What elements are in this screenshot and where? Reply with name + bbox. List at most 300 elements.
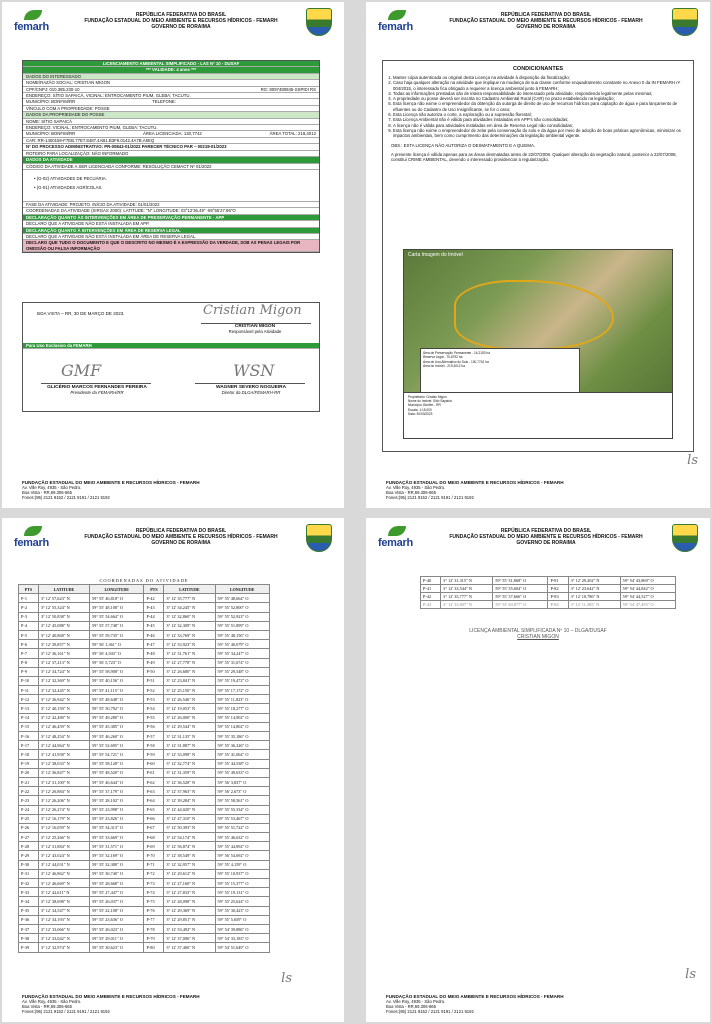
table-cell: P-37 <box>19 924 39 933</box>
table-cell: 3° 12' 19,053" N <box>164 704 215 713</box>
table-cell: 3° 12' 33,907" N <box>441 601 493 609</box>
table-row <box>19 759 270 768</box>
column-header: PTS <box>19 585 39 594</box>
conditions-block: CONDICIONANTES 1. Manter cópia autenticada ou original desta Licença na atividade à disposição da fiscalização; 2. Caso haja qualquer alteração na atividade que implique na mudança de sua classe conforme enquadramento constante no Anexo II da IN FEMARH nº 004/2015, o interessado fica obrigado a requerer a licença ambiental junto à FEMARH; 3. Todas as informações prestadas são de inteira responsabilidade do interessado pela atividade, respondendo legalmente pelas mesmas; 4. A propriedade ou posse deverá ser inscrita no Cadastro Ambiental Rural (CAR) no prazo estabelecido na legislação; 5. Esta licença não exime o empreendedor da obtenção da outorga de direito de uso de recursos hídricos para captação de água e para lançamento de efluentes ou do Cadastro de Uso Insignificante, se for o caso; 6. Esta Licença não autoriza o corte, a exploração ou a supressão florestal; 7. Esta Licença Ambiental não é válida para atividades instaladas em APP's não consolidadas; 8. A licença não é válida para atividades instaladas em área de Reserva Legal não consolidadas; 9. Esta licença não exime o empreendedor de zelar pela conservação do solo e da água por meio de adoção de boas práticas agronômicas, minimizar os impactos ambientais, bem como cumprimento das determinações da legislação ambiental vigente. OBS.: ESTA LICENÇA NÃO AUTORIZA O DESMATAMENTO E A QUEIMA. A presente licença é válida apenas para as áreas desmatadas antes de 22/07/2008. Qualquer alteração da vegetação natural, posterior a 22/07/2008, constitui CRIME AMBIENTAL, devendo o interessado providenciar a regularização. Carta Imagem do Imóvel Área de Preservação Permanente - 16,2153 ha Reserva Legal - 70,6792 ha Área de Uso Alternativo do Solo - 130,7742 ha Área do Imóvel - 219,4012 ha Proprietário: Cristian Migon Nome do Imóvel: Sítio Sapaicá Município: Bonfim - RR Escala: 1:15.000 Data: 30/03/2023 <box>382 60 694 452</box>
column-header: LONGITUDE <box>90 585 144 594</box>
table-cell: P-15 <box>19 722 39 731</box>
table-cell: 3° 12' 50,838" N <box>38 612 89 621</box>
table-cell: P-16 <box>19 732 39 741</box>
license-form: LICENCIAMENTO AMBIENTAL SIMPLIFICADO - LAS Nº 10 - DUSAF *** VALIDADE: 4 anos *** DADOS DO INTERESSADO NOME/RAZÃO SOCIAL: CRISTIAN MIGON CPF/CNPJ: 010.385.230-10 RG: 8097480845-SSPIDI RS ENDEREÇO: SÍTIO SAPAICÁ, VICINAL: ENTROCAMENTO PIUM, GLEBA: TACUTU. MUNICÍPIO: BONFIM/RR TELEFONE: VÍNCULO COM A PROPRIEDADE: POSSE DADOS DA PROPRIEDADE DO POSSE NOME: SÍTIO SAPAICÁ ENDEREÇO: VICINAL: ENTROCAMENTO PIUM, GLEBA: TACUTU. MUNICÍPIO: BONFIM/RR ÁREA LICENCIADA: 130,7742 ÁREA TOTAL: 219,4012 CAR: RR-1400159-F7EB.77E7.8487.4AB1.B3F9.0142.4A7B.A5EQ Nº DO PROCESSO ADMINISTRATIVO: PR-00843-01/2022 PARECER TÉCNICO PAR – 00219-01/2023 ROTEIRO PARA LOCALIZAÇÃO: NÃO INFORMADO DADOS DA ATIVIDADE CÓDIGO DA ATIVIDADE A SER LICENCIADA CONFORME: RESOLUÇÃO CEMACT Nº 01/2022 • (G-02) ATIVIDADES DE PECUÁRIA. • (G-01) ATIVIDADES AGRÍCOLAS. FASE DA ATIVIDADE: PROJETO. INÍCIO DA ATIVIDADE: 01/01/2022 COORDENADAS DA ATIVIDADE (SIRGAS 2000): LATITUDE: "N" LONGITUDE: 03°12'36.49" -59°55'27.96"O DECLARAÇÃO QUANTO ÀS INTERVENÇÕES EM ÁREA DE PRESERVAÇÃO PERMANENTE - APP DECLARO QUE A ATIVIDADE NÃO ESTÁ INSTALADA EM APP. DECLARAÇÃO QUANTO À INTERVENÇÕES EM ÁREA DE RESERVA LEGAL DECLARO QUE A ATIVIDADE NÃO ESTÁ INSTALADA EM ÁREA DE RESERVA LEGAL. DECLARO QUE TUDO O DOCUMENTO E QUE O DESCRITO NO MESMO É A EXPRESSÃO DA VERDADE, SOB AS PENAS LEGAIS POR OMISSÃO OU FALSA INFORMAÇÃO <box>22 60 320 253</box>
table-cell: 3° 12' 29,612" N <box>164 869 215 878</box>
table-cell: P-66 <box>144 814 164 823</box>
table-row <box>19 943 270 952</box>
table-cell: P-50 <box>144 667 164 676</box>
table-cell: 3° 12' 34,547" N <box>38 906 89 915</box>
table-cell: P-41 <box>421 585 441 593</box>
table-cell: 59° 55' 49,280" O <box>90 713 144 722</box>
table-cell: 3° 12' 39,284" N <box>164 796 215 805</box>
table-cell: P-68 <box>144 833 164 842</box>
table-cell: 3° 12' 40,159" N <box>38 704 89 713</box>
table-cell: 59° 55' 31,571" O <box>90 842 144 851</box>
table-cell: P-59 <box>144 750 164 759</box>
table-row <box>19 796 270 805</box>
table-cell: 3° 12' 32,974" N <box>38 943 89 952</box>
table-row <box>19 594 270 603</box>
table-row <box>19 805 270 814</box>
map-legend-item: Área de Uso Alternativo do Solo - 130,7742 ha <box>423 359 489 364</box>
table-cell: 59° 55' 17,172" O <box>215 686 270 695</box>
table-cell: 59° 55' 50,792" O <box>90 704 144 713</box>
column-header: LONGITUDE <box>215 585 270 594</box>
table-row <box>19 658 270 667</box>
table-cell: 3° 12' 33,098" N <box>164 750 215 759</box>
initials-mark: ls <box>687 453 698 468</box>
table-cell: 59° 55' 30,740" O <box>90 869 144 878</box>
table-cell: 59° 55' 5,659" O <box>215 915 270 924</box>
condition-item: 5. Esta licença não exime o empreendedor da obtenção da outorga de direito de uso de recursos hídricos para captação de água e para lançamento de efluentes ou do Cadastro de Uso Insignificante, se for o caso; <box>393 101 685 112</box>
table-cell: 3° 12' 44,020" N <box>164 805 215 814</box>
femarh-logo: femarh <box>378 526 418 556</box>
table-cell: P-30 <box>19 860 39 869</box>
table-cell: 3° 12' 32,309" N <box>164 621 215 630</box>
table-row <box>19 732 270 741</box>
table-cell: 3° 12' 18,786" N <box>568 593 620 601</box>
table-cell: 3° 12' 32,774" N <box>164 759 215 768</box>
table-row <box>19 640 270 649</box>
table-cell: 59° 55' 36,326" O <box>215 741 270 750</box>
table-cell: P-64 <box>144 796 164 805</box>
table-row <box>19 924 270 933</box>
table-cell: 3° 12' 32,957" N <box>164 860 215 869</box>
femarh-logo: femarh <box>14 10 54 40</box>
table-cell: 59° 55' 29,011" O <box>90 934 144 943</box>
condition-item: 6. Esta Licença não autoriza o corte, a exploração ou a supressão florestal; <box>393 112 685 117</box>
table-cell: 59° 55' 48,156" O <box>215 630 270 639</box>
table-row <box>19 787 270 796</box>
table-cell: 59° 54' 44,527" O <box>620 593 675 601</box>
table-cell: 3° 12' 44,964" N <box>38 741 89 750</box>
table-cell: 3° 12' 35,777" N <box>164 594 215 603</box>
table-cell: P-10 <box>19 676 39 685</box>
table-cell: P-1 <box>19 594 39 603</box>
table-cell: 3° 12' 31,100" N <box>38 777 89 786</box>
table-cell: P-40 <box>421 577 441 585</box>
table-row <box>19 768 270 777</box>
table-cell: P-69 <box>144 842 164 851</box>
table-cell: 59° 55' 23,998" O <box>90 805 144 814</box>
table-cell: P-6 <box>19 640 39 649</box>
table-row <box>19 704 270 713</box>
table-cell: P-71 <box>144 860 164 869</box>
table-row <box>19 713 270 722</box>
condition-item: 4. A propriedade ou posse deverá ser inscrita no Cadastro Ambiental Rural (CAR) no prazo estabelecido na legislação; <box>393 96 685 101</box>
table-row <box>19 667 270 676</box>
conditions-list <box>383 75 693 139</box>
table-cell: P-53 <box>144 695 164 704</box>
column-header: LATITUDE <box>164 585 215 594</box>
table-cell: 3° 12' 38,698" N <box>38 897 89 906</box>
table-cell: 59° 55' 53,467" O <box>215 814 270 823</box>
table-cell: 3° 12' 36,942" N <box>38 695 89 704</box>
table-cell: 3° 12' 29,202" N <box>568 577 620 585</box>
table-row <box>19 869 270 878</box>
table-cell: 59° 55' 28,668" O <box>90 879 144 888</box>
table-cell: 3° 12' 29,851" N <box>164 915 215 924</box>
table-cell: 3° 12' 42,611" N <box>38 888 89 897</box>
table-cell: P-49 <box>144 658 164 667</box>
table-cell: 59° 55' 11,823" O <box>215 695 270 704</box>
table-cell: P-82 <box>548 585 568 593</box>
table-cell: 59° 55' 57,748" O <box>90 621 144 630</box>
table-cell: 59° 55' 41,064" O <box>215 750 270 759</box>
table-cell: 59° 54' 47,495" O <box>620 601 675 609</box>
table-cell: 59° 55' 55,334" O <box>215 805 270 814</box>
table-cell: 3° 12' 31,761" N <box>164 649 215 658</box>
initials-mark: ls <box>281 971 292 986</box>
table-cell: 3° 12' 25,266" N <box>38 833 89 842</box>
table-row <box>19 814 270 823</box>
table-cell: P-29 <box>19 851 39 860</box>
page-header: femarh REPÚBLICA FEDERATIVA DO BRASIL FUNDAÇÃO ESTADUAL DO MEIO AMBIENTE E RECURSOS HÍDRICOS - FEMARH GOVERNO DE RORAIMA <box>2 2 344 40</box>
table-cell: P-55 <box>144 713 164 722</box>
table-cell: 59° 54' 43,869" O <box>620 577 675 585</box>
signatures-block: BOA VISTA – RR, 30 DE MARÇO DE 2023. Cristian Migon CRISTIAN MIGON Responsável pela Atividade Para Uso Exclusivo da FEMARH GMF WSN GLICÉRIO MARCOS FERNANDES PEREIRA Presidente da FEMARH/RR WAGNER SEVERO NOGUEIRA Diretor da DLGA/FEMARH-RR <box>22 302 320 412</box>
table-row <box>19 612 270 621</box>
table-cell: 3° 12' 32,860" N <box>164 612 215 621</box>
form-validity: *** VALIDADE: 4 anos *** <box>23 67 319 73</box>
table-cell: P-57 <box>144 732 164 741</box>
table-cell: 3° 12' 26,000" N <box>164 713 215 722</box>
table-row <box>19 888 270 897</box>
table-cell: 59° 55' 18,277" O <box>215 704 270 713</box>
table-cell: 59° 55' 48,648" O <box>90 695 144 704</box>
table-cell: 59° 55' 46,632" O <box>215 833 270 842</box>
table-cell: P-77 <box>144 915 164 924</box>
table-cell: 3° 12' 35,777" N <box>441 593 493 601</box>
table-cell: 59° 55' 44,538" O <box>215 759 270 768</box>
table-cell: 3° 12' 23,642" N <box>568 585 620 593</box>
roraima-crest-icon <box>672 524 698 552</box>
map-legend-item: Reserva Legal - 70,6792 ha <box>423 355 463 360</box>
table-row <box>19 833 270 842</box>
signature-wagner: WSN <box>233 361 275 380</box>
table-cell: 59° 55' 19,472" O <box>215 676 270 685</box>
map-info-item: Data: 30/03/2023 <box>408 411 433 416</box>
table-row <box>19 934 270 943</box>
table-cell: P-56 <box>144 722 164 731</box>
table-cell: 59° 55' 46,260" O <box>90 732 144 741</box>
table-cell: 3° 12' 55,324" N <box>38 603 89 612</box>
table-cell: 59° 55' 49,633" O <box>215 768 270 777</box>
table-cell: 3° 12' 27,833" N <box>164 888 215 897</box>
initials-mark: ls <box>685 967 696 982</box>
table-cell: P-4 <box>19 621 39 630</box>
table-cell: 3° 12' 31,884" N <box>38 842 89 851</box>
table-cell: 59° 55' 26,023" O <box>90 924 144 933</box>
table-cell: P-62 <box>144 777 164 786</box>
table-cell: 3° 12' 54,174" N <box>164 833 215 842</box>
table-cell: P-14 <box>19 713 39 722</box>
page-header: femarh REPÚBLICA FEDERATIVA DO BRASIL FUNDAÇÃO ESTADUAL DO MEIO AMBIENTE E RECURSOS HÍDRICOS - FEMARH GOVERNO DE RORAIMA <box>366 518 710 556</box>
table-cell: 59° 55' 40,079" O <box>215 640 270 649</box>
page-header: femarh REPÚBLICA FEDERATIVA DO BRASIL FUNDAÇÃO ESTADUAL DO MEIO AMBIENTE E RECURSOS HÍDRICOS - FEMARH GOVERNO DE RORAIMA <box>2 518 344 556</box>
table-cell: P-31 <box>19 869 39 878</box>
table-cell: 3° 12' 56,874" N <box>164 842 215 851</box>
table-cell: P-39 <box>19 943 39 952</box>
table-row <box>19 860 270 869</box>
table-cell: P-42 <box>144 594 164 603</box>
table-cell: 59° 55' 48,520" O <box>90 768 144 777</box>
table-cell: P-36 <box>19 915 39 924</box>
table-cell: P-38 <box>19 934 39 943</box>
table-cell: 3° 12' 37,963" N <box>164 787 215 796</box>
table-cell: P-52 <box>144 686 164 695</box>
table-cell: P-79 <box>144 934 164 943</box>
table-row <box>19 897 270 906</box>
map-info-item: Nome do Imóvel: Sítio Sapaicá <box>408 399 452 404</box>
table-cell: 3° 12' 33,923" N <box>164 640 215 649</box>
table-cell: 3° 12' 26,206" N <box>38 796 89 805</box>
map-legend-item: Área de Preservação Permanente - 16,2153 ha <box>423 351 490 355</box>
table-cell: P-23 <box>19 796 39 805</box>
form-title: LICENCIAMENTO AMBIENTAL SIMPLIFICADO - LAS Nº 10 - DUSAF <box>23 61 319 67</box>
table-cell: 3° 12' 39,857" N <box>38 640 89 649</box>
table-cell: 59° 54' 51,649" O <box>215 943 270 952</box>
table-cell: P-45 <box>144 621 164 630</box>
table-cell: 59° 55' 54,721" O <box>90 750 144 759</box>
table-cell: 3° 12' 40,868" N <box>38 630 89 639</box>
table-cell: 59° 55' 32,169" O <box>90 851 144 860</box>
table-cell: 59° 55' 15,377" O <box>215 879 270 888</box>
table-cell: P-72 <box>144 869 164 878</box>
table-row <box>19 906 270 915</box>
table-cell: 3° 12' 32,369" N <box>38 676 89 685</box>
table-cell: P-8 <box>19 658 39 667</box>
table-cell: 3° 12' 37,006" N <box>164 934 215 943</box>
table-cell: P-44 <box>144 612 164 621</box>
table-cell: 59° 55' 26,037" O <box>90 897 144 906</box>
table-cell: 59° 55' 51,722" O <box>215 823 270 832</box>
condition-item: 2. Caso haja qualquer alteração na atividade que implique na mudança de sua classe conforme enquadramento constante no Anexo II da IN FEMARH nº 004/2015, o interessado fica obrigado a requerer a licença ambiental junto à FEMARH; <box>393 80 685 91</box>
roraima-crest-icon <box>306 8 332 36</box>
table-cell: 59° 56' 3,837" O <box>215 777 270 786</box>
table-cell: 59° 55' 52,695" O <box>90 741 144 750</box>
table-row <box>19 695 270 704</box>
table-cell: P-3 <box>19 612 39 621</box>
table-row <box>19 649 270 658</box>
table-cell: 59° 55' 30,423" O <box>215 906 270 915</box>
table-cell: P-11 <box>19 686 39 695</box>
page-footer: FUNDAÇÃO ESTADUAL DO MEIO AMBIENTE E RECURSOS HÍDRICOS - FEMARH Av. Ville Roy, 4935 - São Pedro. Boa Vista - RR,69.306-665 Fones:(95) 2121 9152 / 2121 9191 / 2121 9192 <box>22 480 200 500</box>
signature-cristian: Cristian Migon <box>203 303 302 318</box>
table-cell: P-18 <box>19 750 39 759</box>
table-cell: 59° 55' 37,179" O <box>90 787 144 796</box>
table-row <box>19 603 270 612</box>
table-cell: 3° 12' 31,887" N <box>164 741 215 750</box>
table-cell: 3° 12' 26,274" N <box>38 805 89 814</box>
table-cell: 3° 12' 34,245" N <box>164 603 215 612</box>
table-cell: P-5 <box>19 630 39 639</box>
table-cell: 3° 12' 34,724" N <box>38 667 89 676</box>
table-cell: P-43 <box>421 601 441 609</box>
table-cell: P-76 <box>144 906 164 915</box>
table-row <box>19 915 270 924</box>
table-cell: 3° 12' 46,459" N <box>38 722 89 731</box>
table-cell: 3° 12' 45,088" N <box>38 621 89 630</box>
table-row <box>421 593 676 601</box>
table-cell: 3° 12' 46,862" N <box>38 869 89 878</box>
table-cell: 59° 55' 48,108" O <box>90 603 144 612</box>
table-cell: 59° 54' 39,886" O <box>215 924 270 933</box>
table-cell: 59° 55' 31,868" O <box>493 577 548 585</box>
table-cell: 3° 12' 34,193" N <box>38 915 89 924</box>
table-cell: 3° 12' 33,066" N <box>38 924 89 933</box>
table-cell: 3° 12' 33,042" N <box>38 934 89 943</box>
table-cell: 59° 55' 46,818" O <box>90 594 144 603</box>
table-cell: 59° 55' 41,115" O <box>90 686 144 695</box>
table-cell: 3° 12' 38,033" N <box>38 759 89 768</box>
table-cell: P-22 <box>19 787 39 796</box>
table-cell: 59° 56' 5,723" O <box>90 658 144 667</box>
table-cell: P-47 <box>144 640 164 649</box>
table-row <box>19 750 270 759</box>
table-cell: P-81 <box>548 577 568 585</box>
table-cell: 3° 12' 29,369" N <box>164 906 215 915</box>
table-cell: P-74 <box>144 888 164 897</box>
table-cell: 59° 55' 35,186" O <box>215 732 270 741</box>
table-cell: 3° 12' 32,445" N <box>38 686 89 695</box>
map-info-item: Município: Bonfim - RR <box>408 403 441 408</box>
table-cell: 59° 56' 2,673" O <box>215 787 270 796</box>
table-cell: 3° 12' 26,884" N <box>38 787 89 796</box>
page-footer: FUNDAÇÃO ESTADUAL DO MEIO AMBIENTE E RECURSOS HÍDRICOS - FEMARH Av. Ville Roy, 4935 - São Pedro. Boa Vista - RR,69.306-665 Fones:(95) 2121 9152 / 2121 9191 / 2121 9192 <box>22 994 200 1014</box>
column-header: PTS <box>144 585 164 594</box>
table-row <box>421 577 676 585</box>
table-cell: 59° 56' 4,943" O <box>90 649 144 658</box>
page-header: femarh REPÚBLICA FEDERATIVA DO BRASIL FUNDAÇÃO ESTADUAL DO MEIO AMBIENTE E RECURSOS HÍDRICOS - FEMARH GOVERNO DE RORAIMA <box>366 2 710 40</box>
table-cell: 59° 55' 46,644" O <box>90 777 144 786</box>
table-cell: P-13 <box>19 704 39 713</box>
roraima-crest-icon <box>306 524 332 552</box>
table-cell: 3° 12' 33,769" N <box>164 630 215 639</box>
page-4: femarh REPÚBLICA FEDERATIVA DO BRASIL FUNDAÇÃO ESTADUAL DO MEIO AMBIENTE E RECURSOS HÍDRICOS - FEMARH GOVERNO DE RORAIMA P-40 3° 12' 31,315" N 59° 55' 31,868" O P-81 3° 12' 29,202" N 59° 54' 43,869" O P-41 3° 12' 33,544" N 59° 55' 35,604" O P-82 3° 12' 23,642" N 59° 54' 44,842" O P-42 3° 12' 35,777" N 59° 55' 37,666" O P-83 3° 12' 18,786" N 59° 54' 44,527" O P-43 3° 12' 33,907" N 59° 55' 40,877" O P-84 3° 12' 11,385" N 59° 54' 47,495" O LICENÇA AMBIENTAL SIMPLIFICADA Nº 10 – DLGA/DUSAF CRISTIAN MIGON ls FUNDAÇÃO ESTADUAL DO MEIO AMBIENTE E RECURSOS HÍDRICOS - FEMARH Av. Ville Roy, 4935 - São Pedro. Boa Vista - RR,69.306-665 Fones:(95) 2121 9152 / 2121 9191 / 2121 9192 <box>366 518 710 1022</box>
table-cell: P-42 <box>421 593 441 601</box>
table-cell: P-60 <box>144 759 164 768</box>
table-cell: P-83 <box>548 593 568 601</box>
table-cell: P-27 <box>19 833 39 842</box>
map-legend <box>420 348 580 394</box>
table-cell: 3° 12' 37,213" N <box>38 658 89 667</box>
table-cell: P-54 <box>144 704 164 713</box>
table-cell: 59° 55' 29,548" O <box>215 667 270 676</box>
table-row <box>421 601 676 609</box>
table-row <box>19 741 270 750</box>
condition-item: 8. A licença não é válida para atividades instaladas em área de Reserva Legal não consolidadas; <box>393 123 685 128</box>
table-cell: 59° 55' 27,447" O <box>90 888 144 897</box>
table-cell: 59° 55' 44,892" O <box>215 842 270 851</box>
roraima-crest-icon <box>672 8 698 36</box>
table-cell: 3° 12' 27,778" N <box>164 658 215 667</box>
table-cell: 3° 12' 42,480" N <box>38 713 89 722</box>
table-cell: 59° 56' 1,361" O <box>90 640 144 649</box>
table-cell: 59° 55' 40,877" O <box>493 601 548 609</box>
condition-item: 1. Manter cópia autenticada ou original desta Licença na atividade à disposição da fiscalização; <box>393 75 685 80</box>
table-cell: 3° 12' 44,031" N <box>38 860 89 869</box>
table-cell: 3° 12' 46,669" N <box>38 879 89 888</box>
table-cell: P-9 <box>19 667 39 676</box>
table-cell: P-75 <box>144 897 164 906</box>
map-info-item: Proprietário: Cristian Migon <box>408 395 447 399</box>
table-cell: P-73 <box>144 879 164 888</box>
table-cell: P-7 <box>19 649 39 658</box>
page-footer: FUNDAÇÃO ESTADUAL DO MEIO AMBIENTE E RECURSOS HÍDRICOS - FEMARH Av. Ville Roy, 4935 - São Pedro. Boa Vista - RR,69.306-665 Fones:(95) 2121 9152 / 2121 9191 / 2121 9192 <box>386 480 564 500</box>
table-cell: 59° 55' 4,159" O <box>215 860 270 869</box>
table-cell: 59° 54' 44,842" O <box>620 585 675 593</box>
table-cell: P-17 <box>19 741 39 750</box>
table-row <box>421 585 676 593</box>
table-row <box>19 842 270 851</box>
table-cell: 3° 12' 25,150" N <box>164 686 215 695</box>
page-3 <box>2 518 344 1022</box>
table-cell: 3° 12' 23,841" N <box>164 676 215 685</box>
table-cell: P-26 <box>19 823 39 832</box>
table-cell: P-70 <box>144 851 164 860</box>
page-1 <box>2 2 344 508</box>
table-cell: 59° 55' 52,923" O <box>215 612 270 621</box>
table-cell: P-46 <box>144 630 164 639</box>
table-cell: P-34 <box>19 897 39 906</box>
table-cell: 3° 12' 48,254" N <box>38 732 89 741</box>
table-cell: P-21 <box>19 777 39 786</box>
table-cell: 3° 12' 50,393" N <box>164 823 215 832</box>
femarh-logo: femarh <box>378 10 418 40</box>
table-cell: 59° 55' 33,669" O <box>90 833 144 842</box>
table-cell: P-63 <box>144 787 164 796</box>
table-cell: P-32 <box>19 879 39 888</box>
table-cell: 59° 55' 34,247" O <box>215 649 270 658</box>
table-cell: 3° 12' 33,544" N <box>441 585 493 593</box>
table-cell: 59° 55' 48,664" O <box>215 594 270 603</box>
table-cell: 59° 55' 58,908" O <box>90 667 144 676</box>
table-row <box>19 686 270 695</box>
femarh-logo: femarh <box>14 526 54 556</box>
table-cell: 59° 55' 45,385" O <box>90 722 144 731</box>
table-cell: 59° 55' 40,156" O <box>90 676 144 685</box>
table-row <box>19 777 270 786</box>
table-row <box>19 630 270 639</box>
table-cell: 3° 12' 26,546" N <box>164 695 215 704</box>
table-cell: 3° 12' 28,098" N <box>164 897 215 906</box>
table-cell: 3° 12' 31,135" N <box>164 732 215 741</box>
table-cell: 3° 12' 26,680" N <box>164 667 215 676</box>
table-row <box>19 879 270 888</box>
coordinates-table: COORDENADAS DO ATIVIDADE PTS LATITUDE LONGITUDE PTS LATITUDE LONGITUDE P-1 3° 12' 57,623" N 59° 55' 46,818" O P-42 3° 12' 35,777" N 59° 55' 48,664" O P-2 3° 12' 55,324" N 59° 55' 48,108" O P-43 3° 12' 34,245" N 59° 55' 52,800" O P-3 3° 12' 50,838" N 59° 55' 54,664" O P-44 3° 12' 32,860" N 59° 55' 52,923" O P-4 3° 12' 45,088" N 59° 55' 57,748" O P-45 3° 12' 32,309" N 59° 55' 51,899" O P-5 3° 12' 40,868" N 59° 55' 59,735" O P-46 3° 12' 33,769" N 59° 55' 48,156" O P-6 3° 12' 39,857" N 59° 56' 1,361" O P-47 3° 12' 33,923" N 59° 55' 40,079" O P-7 3° 12' 36,161" N 59° 56' 4,943" O P-48 3° 12' 31,761" N 59° 55' 34,247" O P-8 3° 12' 37,213" N 59° 56' 5,723" O P-49 3° 12' 27,778" N 59° 55' 31,674" O P-9 3° 12' 34,724" N 59° 55' 58,908" O P-50 3° 12' 26,680" N 59° 55' 29,548" O P-10 3° 12' 32,369" N 59° 55' 40,156" O P-51 3° 12' 23,841" N 59° 55' 19,472" O P-11 3° 12' 32,445" N 59° 55' 41,115" O P-52 3° 12' 25,150" N 59° 55' 17,172" O P-12 3° 12' 36,942" N 59° 55' 48,648" O P-53 3° 12' 26,546" N 59° 55' 11,823" O P-13 3° 12' 40,159" N 59° 55' 50,792" O P-54 3° 12' 19,053" N 59° 55' 18,277" O P-14 3° 12' 42,480" N 59° 55' 49,280" O P-55 3° 12' 26,000" N 59° 55' 14,902" O P-15 3° 12' 46,459" N 59° 55' 45,385" O P-56 3° 12' 29,544" N 59° 55' 14,802" O P-16 3° 12' 48,254" N 59° 55' 46,260" O P-57 3° 12' 31,135" N 59° 55' 35,186" O P-17 3° 12' 44,964" N 59° 55' 52,695" O P-58 3° 12' 31,887" N 59° 55' 36,326" O P-18 3° 12' 41,958" N 59° 55' 54,721" O P-59 3° 12' 33,098" N 59° 55' 41,064" O P-19 3° 12' 38,033" N 59° 55' 58,128" O P-60 3° 12' 32,774" N 59° 55' 44,538" O P-20 3° 12' 36,847" N 59° 55' 48,520" O P-61 3° 12' 31,359" N 59° 55' 49,633" O P-21 3° 12' 31,100" N 59° 55' 46,644" O P-62 3° 12' 36,528" N 59° 56' 3,837" O P-22 3° 12' 26,884" N 59° 55' 37,179" O P-63 3° 12' 37,963" N 59° 56' 2,673" O P-23 3° 12' 26,206" N 59° 55' 28,102" O P-64 3° 12' 39,284" N 59° 55' 58,561" O P-24 3° 12' 26,274" N 59° 55' 23,998" O P-65 3° 12' 44,020" N 59° 55' 55,334" O P-25 3° 12' 16,179" N 59° 55' 23,826" O P-66 3° 12' 47,310" N 59° 55' 53,467" O P-26 3° 12' 16,059" N 59° 55' 34,313" O P-67 3° 12' 50,393" N 59° 55' 51,722" O P-27 3° 12' 25,266" N 59° 55' 33,669" O P-68 3° 12' 54,174" N 59° 55' 46,632" O P-28 3° 12' 31,884" N 59° 55' 31,571" O P-69 3° 12' 56,874" N 59° 55' 44,892" O P-29 3° 12' 43,024" N 59° 55' 32,169" O P-70 3° 12' 38,549" N 59° 56' 54,692" O P-30 3° 12' 44,031" N 59° 55' 32,380" O P-71 3° 12' 32,957" N 59° 55' 4,159" O P-31 3° 12' 46,862" N 59° 55' 30,740" O P-72 3° 12' 29,612" N 59° 55' 10,937" O P-32 3° 12' 46,669" N 59° 55' 28,668" O P-73 3° 12' 27,160" N 59° 55' 15,377" O P-33 3° 12' 42,611" N 59° 55' 27,447" O P-74 3° 12' 27,833" N 59° 55' 19,131" O P-34 3° 12' 38,698" N 59° 55' 26,037" O P-75 3° 12' 28,098" N 59° 55' 25,624" O P-35 3° 12' 34,547" N 59° 55' 22,108" O P-76 3° 12' 29,369" N 59° 55' 30,423" O P-36 3° 12' 34,193" N 59° 55' 23,636" O P-77 3° 12' 29,851" N 59° 55' 5,659" O P-37 3° 12' 33,066" N 59° 55' 26,023" O P-78 3° 12' 33,492" N 59° 54' 39,886" O P-38 3° 12' 33,042" N 59° 55' 29,011" O P-79 3° 12' 37,006" N 59° 54' 33,183" O P-39 3° 12' 32,974" N 59° 55' 30,623" O P-80 3° 12' 37,406" N 59° 54' 51,649" O <box>18 578 270 953</box>
table-cell: 59° 55' 52,800" O <box>215 603 270 612</box>
table-cell: 59° 55' 58,128" O <box>90 759 144 768</box>
table-cell: 59° 55' 31,674" O <box>215 658 270 667</box>
page-footer: FUNDAÇÃO ESTADUAL DO MEIO AMBIENTE E RECURSOS HÍDRICOS - FEMARH Av. Ville Roy, 4935 - São Pedro. Boa Vista - RR,69.306-665 Fones:(95) 2121 9152 / 2121 9191 / 2121 9192 <box>386 994 564 1014</box>
page-2 <box>366 2 710 508</box>
table-cell: 59° 56' 54,692" O <box>215 851 270 860</box>
table-cell: P-84 <box>548 601 568 609</box>
table-cell: 59° 54' 33,183" O <box>215 934 270 943</box>
condition-item: 3. Todas as informações prestadas são de inteira responsabilidade do interessado pela atividade, respondendo legalmente pelas mesmas; <box>393 91 685 96</box>
table-cell: 59° 55' 10,937" O <box>215 869 270 878</box>
table-cell: 3° 12' 31,315" N <box>441 577 493 585</box>
table-cell: 3° 12' 36,847" N <box>38 768 89 777</box>
table-cell: 59° 55' 25,624" O <box>215 897 270 906</box>
table-cell: P-48 <box>144 649 164 658</box>
